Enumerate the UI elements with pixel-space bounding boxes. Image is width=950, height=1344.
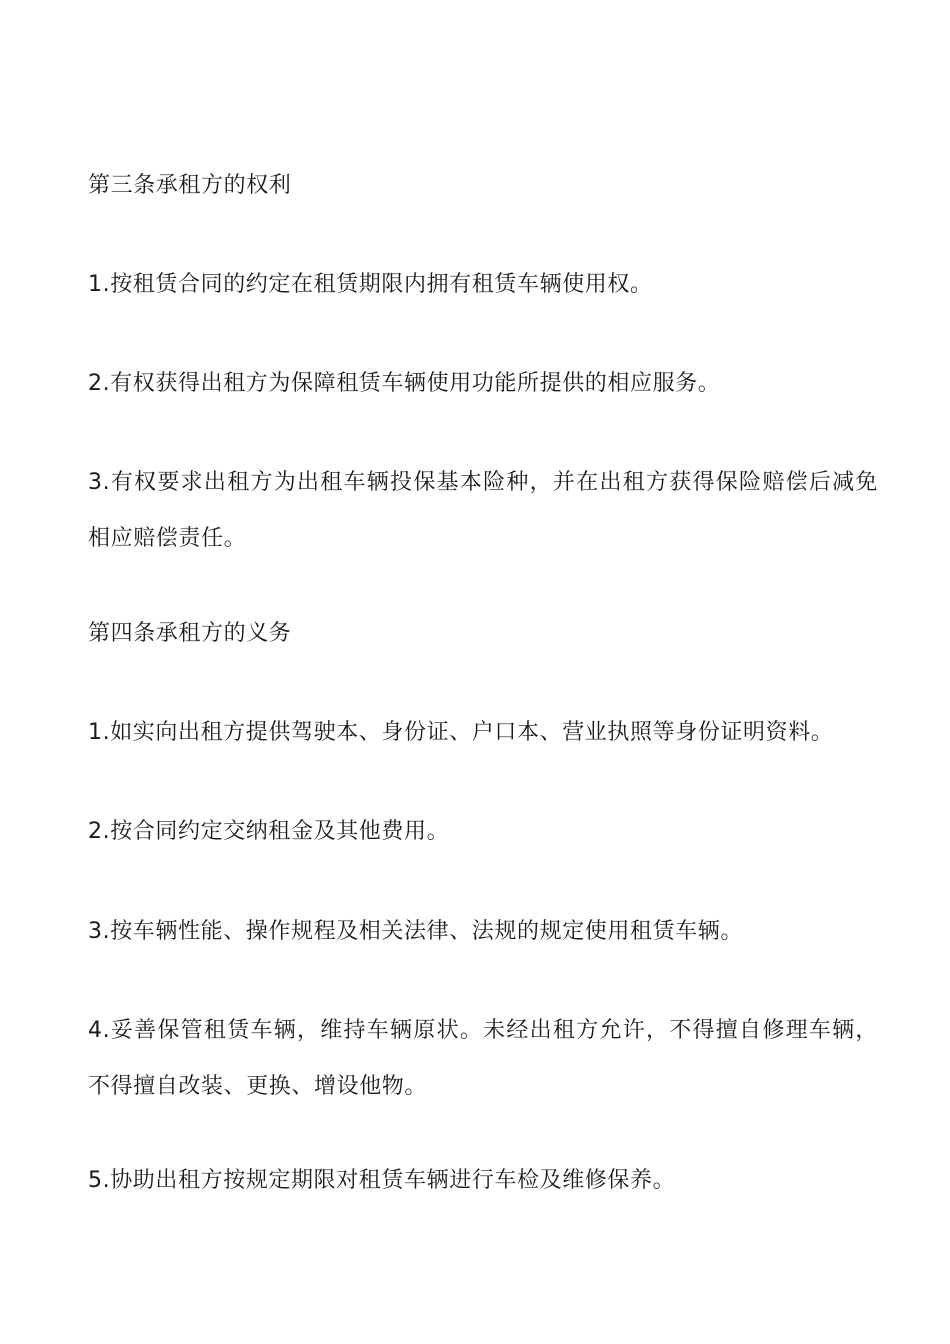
section-4-item-4: 4.妥善保管租赁车辆，维持车辆原状。未经出租方允许，不得擅自修理车辆，不得擅自改装、更换、增设他物。 <box>88 1018 878 1099</box>
section-3-item-3: 3.有权要求出租方为出租车辆投保基本险种，并在出租方获得保险赔偿后减免相应赔偿责任。 <box>88 470 878 551</box>
section-4-item-5: 5.协助出租方按规定期限对租赁车辆进行车检及维修保养。 <box>88 1168 676 1193</box>
section-4-item-1: 1.如实向出租方提供驾驶本、身份证、户口本、营业执照等身份证明资料。 <box>88 720 834 745</box>
section-4-item-3: 3.按车辆性能、操作规程及相关法律、法规的规定使用租赁车辆。 <box>88 919 743 944</box>
section-3-item-2: 2.有权获得出租方为保障租赁车辆使用功能所提供的相应服务。 <box>88 371 721 396</box>
section-4-heading: 第四条承租方的义务 <box>88 621 292 646</box>
section-3-item-1: 1.按租赁合同的约定在租赁期限内拥有租赁车辆使用权。 <box>88 272 653 297</box>
section-4-item-2: 2.按合同约定交纳租金及其他费用。 <box>88 819 450 844</box>
section-3-heading: 第三条承租方的权利 <box>88 173 292 198</box>
